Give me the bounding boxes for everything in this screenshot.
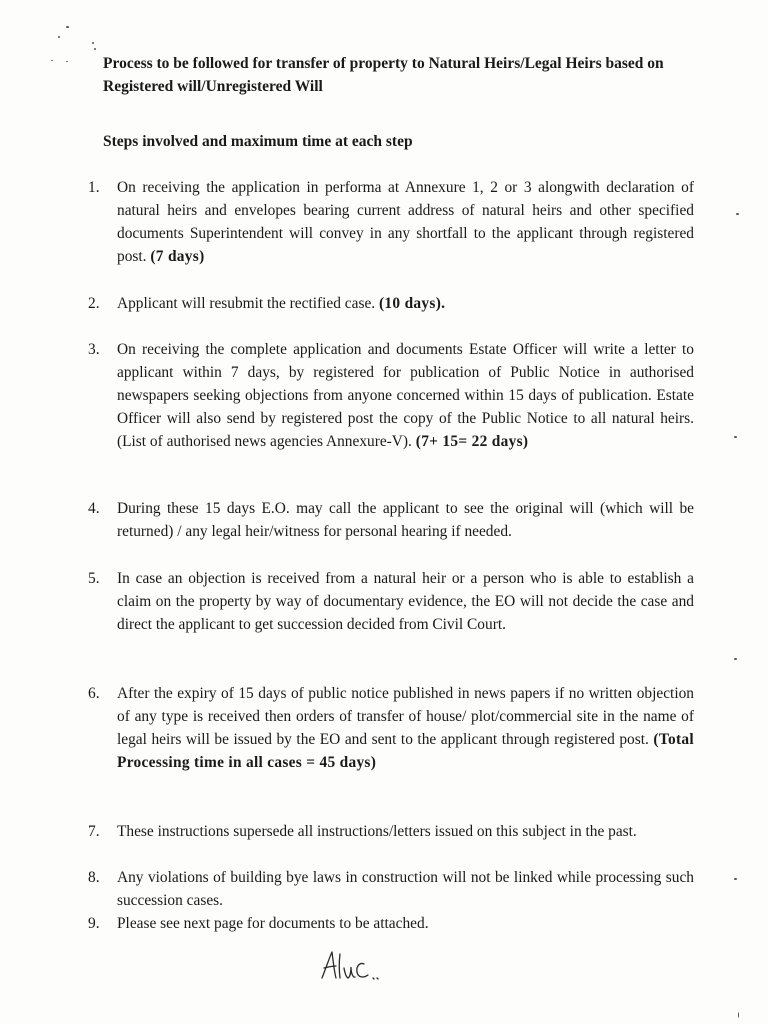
item-text: These instructions supersede all instructions/letters issued on this subject in the past. [117, 823, 637, 840]
item-number: 3. [88, 341, 100, 358]
list-item-5 [88, 567, 694, 636]
item-number: 6. [88, 685, 100, 702]
item-duration: (10 days). [379, 295, 446, 312]
item-number: 2. [88, 295, 100, 312]
signature [318, 948, 398, 988]
document-title: Process to be followed for transfer of property to Natural Heirs/Legal Heirs based on Registered will/Unregistered Will [103, 55, 664, 95]
list-item-2 [88, 292, 694, 315]
steps-heading: Steps involved and maximum time at each step [103, 133, 413, 150]
item-text: Any violations of building bye laws in construction will not be linked while processing such succession cases. [117, 869, 694, 909]
list-item-8 [88, 866, 694, 912]
item-text: Applicant will resubmit the rectified case. [117, 295, 376, 312]
item-text: On receiving the complete application and documents Estate Officer will write a letter to applicant within 7 days, by registered for publication of Public Notice in authorised newspapers seeking objections from anyone concerned within 15 days of publication. Estate Officer will also send by registered post the copy of the Public Notice to all natural heirs. (List of authorised news agencies Annexure-V). [117, 341, 694, 450]
item-text: During these 15 days E.O. may call the applicant to see the original will (which will be returned) / any legal heir/witness for personal hearing if needed. [117, 500, 694, 540]
item-text: On receiving the application in performa at Annexure 1, 2 or 3 alongwith declaration of natural heirs and envelopes bearing current address of natural heirs and other specified documents Superintendent will convey in any shortfall to the applicant through registered post. [117, 179, 694, 265]
item-number: 8. [88, 869, 100, 886]
list-item-1 [88, 176, 694, 268]
item-duration: (Total Processing time in all cases = 45 days) [117, 731, 694, 771]
item-number: 1. [88, 179, 100, 196]
item-number: 7. [88, 823, 100, 840]
list-item-4 [88, 497, 694, 543]
item-number: 5. [88, 570, 100, 587]
list-item-9 [88, 912, 694, 935]
item-text: After the expiry of 15 days of public notice published in news papers if no written objection of any type is received then orders of transfer of house/ plot/commercial site in the name of legal heirs will be issued by the EO and sent to the applicant through registered post. [117, 685, 694, 748]
item-duration: (7+ 15= 22 days) [415, 433, 529, 450]
item-text: In case an objection is received from a natural heir or a person who is able to establish a claim on the property by way of documentary evidence, the EO will not decide the case and direct the applicant to get succession decided from Civil Court. [117, 570, 694, 633]
list-item-3 [88, 338, 694, 453]
item-duration: (7 days) [150, 248, 205, 265]
item-text: Please see next page for documents to be attached. [117, 915, 429, 932]
list-item-6 [88, 682, 694, 774]
item-number: 9. [88, 915, 100, 932]
list-item-7 [88, 820, 694, 843]
item-number: 4. [88, 500, 100, 517]
